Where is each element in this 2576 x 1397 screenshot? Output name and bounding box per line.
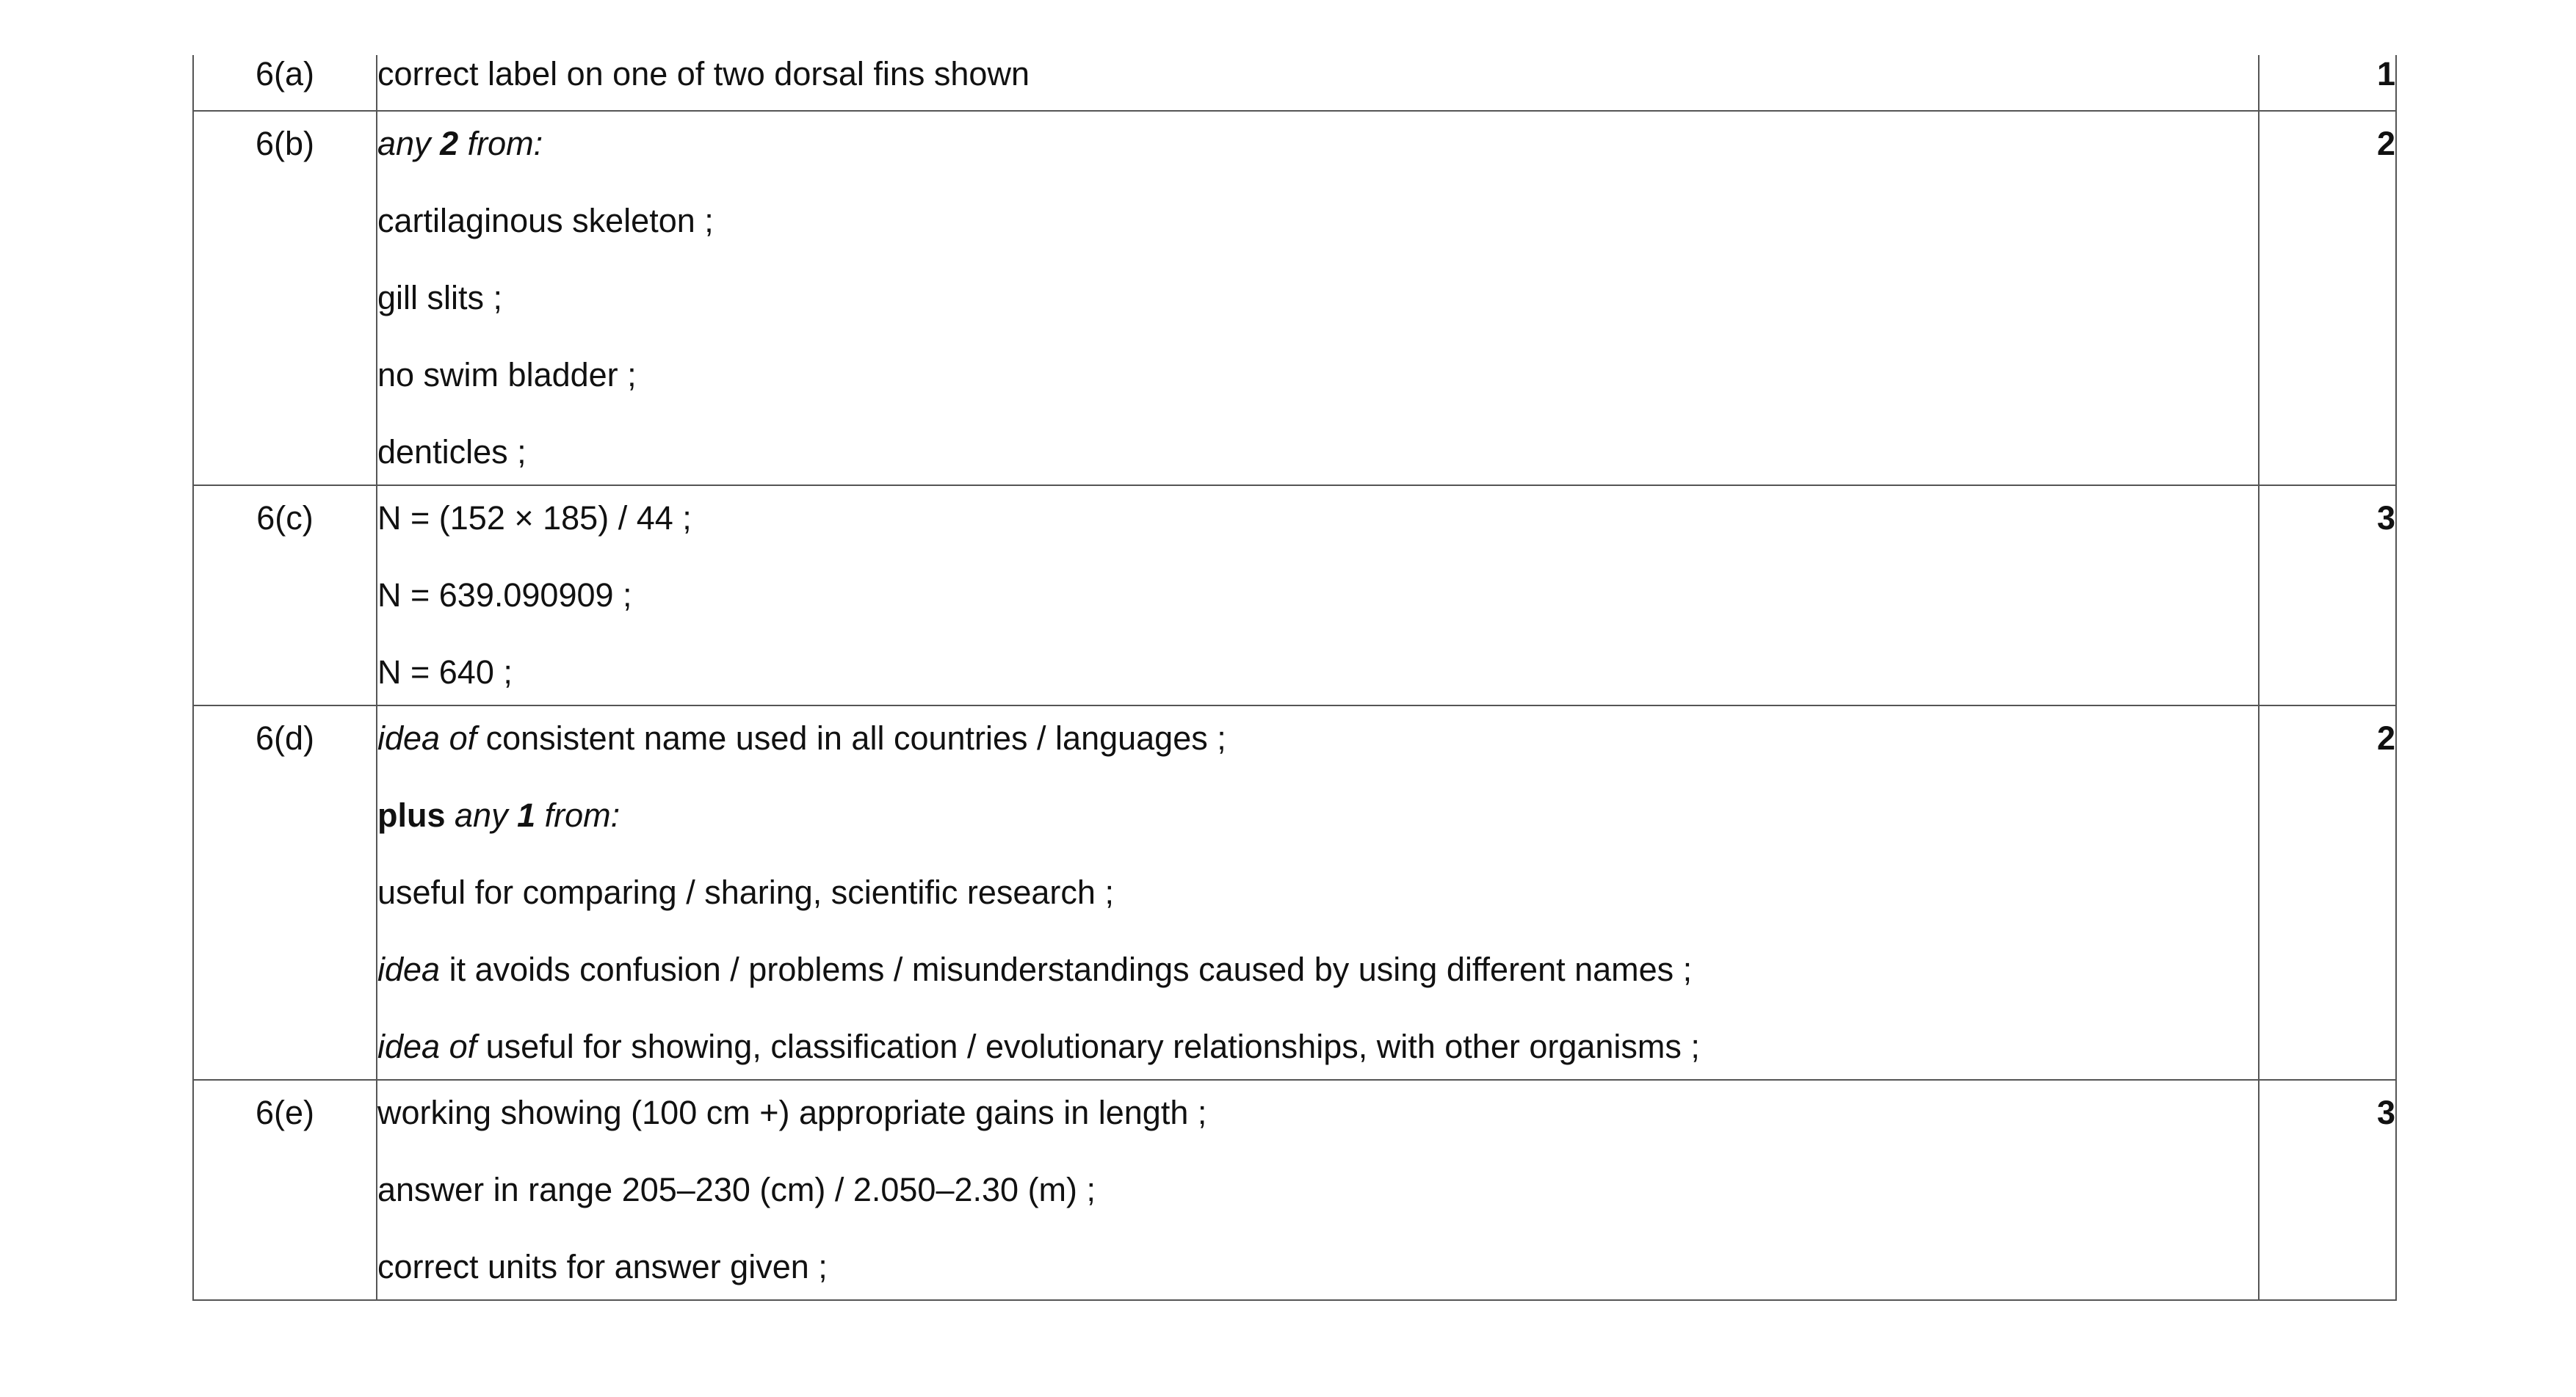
answer-line: any 2 from:	[377, 125, 543, 162]
marks-value: 1	[2376, 55, 2395, 92]
answer-cell	[377, 55, 2259, 111]
marks-value: 2	[2376, 719, 2395, 757]
question-number-cell	[193, 485, 377, 705]
marks-cell	[2259, 1080, 2396, 1300]
question-number-cell	[193, 1080, 377, 1300]
marks-cell	[2259, 485, 2396, 705]
answer-line: gill slits ;	[377, 279, 503, 316]
answer-cell	[377, 1080, 2259, 1300]
answer-line: no swim bladder ;	[377, 356, 637, 393]
table-row	[193, 111, 2396, 485]
question-number-cell	[193, 705, 377, 1080]
question-number-cell	[193, 111, 377, 485]
marks-value: 3	[2376, 1094, 2395, 1131]
mark-scheme-table	[192, 55, 2397, 1301]
table-row	[193, 485, 2396, 705]
answer-line: N = 640 ;	[377, 653, 513, 691]
answer-cell	[377, 485, 2259, 705]
answer-line: correct units for answer given ;	[377, 1248, 828, 1285]
question-number: 6(e)	[255, 1094, 315, 1131]
marks-cell	[2259, 111, 2396, 485]
answer-line: plus any 1 from:	[377, 797, 621, 834]
answer-line: answer in range 205–230 (cm) / 2.050–2.30 (m) ;	[377, 1171, 1096, 1208]
table-row	[193, 55, 2396, 111]
answer-cell	[377, 705, 2259, 1080]
marks-cell	[2259, 705, 2396, 1080]
marks-cell	[2259, 55, 2396, 111]
question-number: 6(b)	[255, 125, 315, 162]
answer-line: idea of consistent name used in all countries / languages ;	[377, 719, 1226, 757]
answer-line: correct label on one of two dorsal fins shown	[377, 55, 1030, 92]
question-number: 6(a)	[255, 55, 315, 92]
answer-line: cartilaginous skeleton ;	[377, 202, 714, 239]
answer-cell	[377, 111, 2259, 485]
answer-line: idea it avoids confusion / problems / misunderstandings caused by using different names ;	[377, 951, 1693, 988]
answer-line: useful for comparing / sharing, scientific research ;	[377, 874, 1114, 911]
marks-value: 3	[2376, 499, 2395, 537]
question-number-cell	[193, 55, 377, 111]
answer-line: idea of useful for showing, classification / evolutionary relationships, with other organisms ;	[377, 1028, 1700, 1065]
answer-line: denticles ;	[377, 433, 527, 471]
answer-line: N = (152 × 185) / 44 ;	[377, 499, 692, 537]
question-number: 6(d)	[255, 719, 315, 757]
table-row	[193, 705, 2396, 1080]
table-row	[193, 1080, 2396, 1300]
answer-line: N = 639.090909 ;	[377, 576, 632, 614]
question-number: 6(c)	[256, 499, 314, 537]
marks-value: 2	[2376, 125, 2395, 162]
answer-line: working showing (100 cm +) appropriate gains in length ;	[377, 1094, 1207, 1131]
mark-scheme-page	[192, 55, 2395, 1301]
